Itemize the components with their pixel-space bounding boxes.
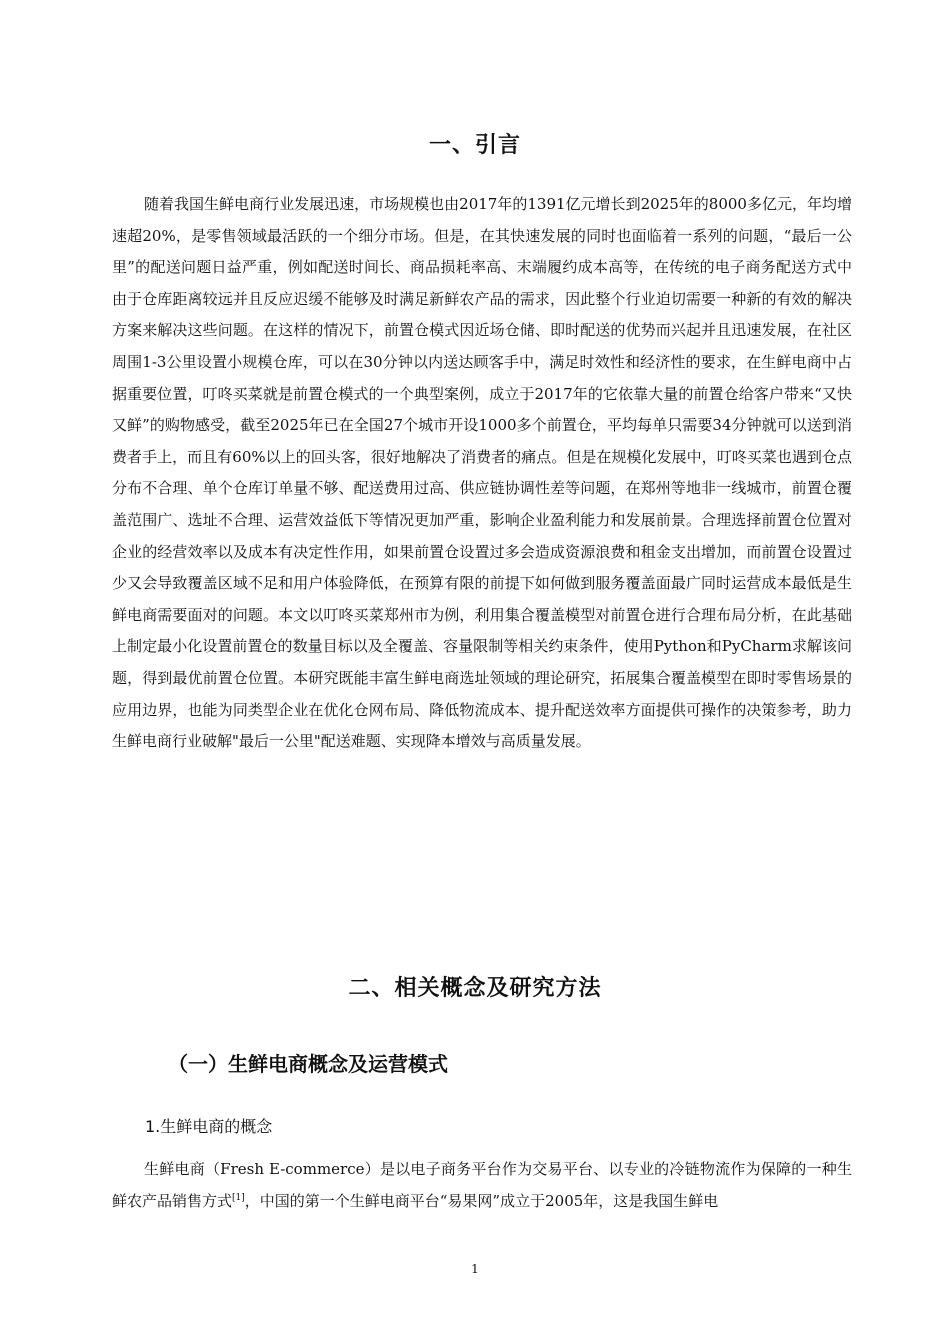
section-1-paragraph: 随着我国生鲜电商行业发展迅速，市场规模也由2017年的1391亿元增长到2025年的8000多亿元，年均增速超20%，是零售领域最活跃的一个细分市场。但是，在其快速发展的同时也面临着一系列的问题，“最后一公里”的配送问题日益严重，例如配送时间长、商品损耗率高、末端履约成本高等，在传统的电子商务配送方式中由于仓库距离较远并且反应迟缓不能够及时满足新鲜农产品的需求，因此整个行业迫切需要一种新的有效的解决方案来解决这些问题。在这样的情况下，前置仓模式因近场仓储、即时配送的优势而兴起并且迅速发展，在社区周围1-3公里设置小规模仓库，可以在30分钟以内送达顾客手中，满足时效性和经济性的要求，在生鲜电商中占据重要位置，叮咚买菜就是前置仓模式的一个典型案例，成立于2017年的它依靠大量的前置仓给客户带来“又快又鲜”的购物感受，截至2025年已在全国27个城市开设1000多个前置仓，平均每单只需要34分钟就可以送到消费者手上，而且有60%以上的回头客，很好地解决了消费者的痛点。但是在规模化发展中，叮咚买菜也遇到仓点分布不合理、单个仓库订单量不够、配送费用过高、供应链协调性差等问题，在郑州等地非一线城市，前置仓覆盖范围广、选址不合理、运营效益低下等情况更加严重，影响企业盈利能力和发展前景。合理选择前置仓位置对企业的经营效率以及成本有决定性作用，如果前置仓设置过多会造成资源浪费和租金支出增加，而前置仓设置过少又会导致覆盖区域不足和用户体验降低，在预算有限的前提下如何做到服务覆盖面最广同时运营成本最低是生鲜电商需要面对的问题。本文以叮咚买菜郑州市为例，利用集合覆盖模型对前置仓进行合理布局分析，在此基础上制定最小化设置前置仓的数量目标以及全覆盖、容量限制等相关约束条件，使用Python和PyCharm求解该问题，得到最优前置仓位置。本研究既能丰富生鲜电商选址领域的理论研究，拓展集合覆盖模型在即时零售场景的应用边界，也能为同类型企业在优化仓网布局、降低物流成本、提升配送效率方面提供可操作的决策参考，助力生鲜电商行业破解"最后一公里"配送难题、实现降本增效与高质量发展。 <box>112 195 852 751</box>
item-1-text-before-cite: 生鲜电商（Fresh E-commerce）是以电子商务平台作为交易平台、以专业的冷链物流作为保障的一种生鲜农产品销售方式 <box>112 1160 852 1210</box>
citation-ref[interactable]: [1] <box>232 1192 245 1203</box>
subsection-1-title: （一）生鲜电商概念及运营模式 <box>168 1052 448 1076</box>
item-1-title: 1.生鲜电商的概念 <box>145 1117 273 1136</box>
item-1-paragraph <box>112 1154 852 1217</box>
section-2-title: 二、相关概念及研究方法 <box>348 976 602 1001</box>
page-number: 1 <box>471 1262 479 1276</box>
item-1-text-after-cite: ，中国的第一个生鲜电商平台“易果网”成立于2005年，这是我国生鲜电 <box>244 1191 719 1210</box>
section-1-title: 一、引言 <box>428 133 521 158</box>
